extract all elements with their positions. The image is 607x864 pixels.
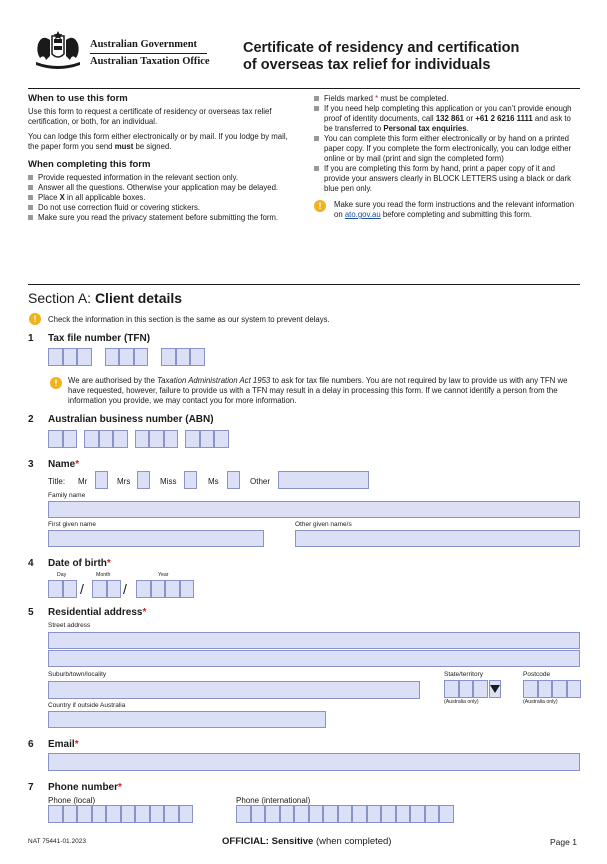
phone-local-digit-box[interactable] — [135, 805, 150, 823]
title-miss-checkbox[interactable] — [184, 471, 197, 489]
phone-intl-digit-box[interactable] — [425, 805, 440, 823]
intro-left — [28, 94, 290, 223]
phone-intl-digit-box[interactable] — [280, 805, 295, 823]
suburb-label: Suburb/town/locality — [48, 671, 107, 678]
address-label: Residential address* — [48, 607, 147, 618]
tfn-label: Tax file number (TFN) — [48, 333, 151, 344]
country-input[interactable] — [48, 711, 326, 728]
abn-digit-box[interactable] — [185, 430, 200, 448]
phone-local-label: Phone (local) — [48, 796, 96, 805]
abn-digit-box[interactable] — [149, 430, 164, 448]
phone-label: Phone number* — [48, 782, 122, 793]
intro-right — [314, 94, 576, 220]
state-char-box[interactable] — [473, 680, 488, 698]
state-australia-only: (Australia only) — [444, 699, 479, 705]
ato-link[interactable]: ato.gov.au — [344, 210, 381, 219]
warning-icon: ! — [314, 200, 326, 212]
dob-digit-box[interactable] — [107, 580, 122, 598]
family-name-label: Family name — [48, 492, 86, 499]
question-number: 1 — [28, 333, 34, 344]
tfn-digit-box[interactable] — [63, 348, 78, 366]
phone-intl-digit-box[interactable] — [439, 805, 454, 823]
postcode-digit-box[interactable] — [523, 680, 538, 698]
phone-intl-digit-box[interactable] — [352, 805, 367, 823]
tfn-digit-box[interactable] — [161, 348, 176, 366]
state-dropdown[interactable] — [489, 680, 501, 698]
title-label: Title: — [48, 477, 66, 486]
question-number: 5 — [28, 607, 34, 618]
phone-local-digit-box[interactable] — [92, 805, 107, 823]
question-number: 4 — [28, 558, 34, 569]
other-given-names-label: Other given name/s — [295, 521, 352, 528]
email-label: Email* — [48, 739, 79, 750]
form-code: NAT 75441-01.2023 — [28, 838, 86, 845]
title-option-miss: Miss — [160, 477, 177, 486]
tfn-digit-box[interactable] — [48, 348, 63, 366]
tfn-privacy-note: We are authorised by the Taxation Administration Act 1953 to ask for tax file numbers. You are not required by law to provide us with any TFN we have requested, however, failure to provide us with a TFN may result in a delay in processing this form. If we cannot identify a person from the information you provide, we may contact you for more information. — [68, 376, 568, 405]
form-title-line1: Certificate of residency and certification — [243, 40, 520, 56]
tfn-digit-box[interactable] — [134, 348, 149, 366]
tfn-digit-box[interactable] — [105, 348, 120, 366]
phone-local-digit-box[interactable] — [164, 805, 179, 823]
required-fields-note: Fields marked * must be completed. — [314, 94, 576, 104]
abn-digit-box[interactable] — [214, 430, 229, 448]
day-label: Day — [57, 572, 67, 578]
phone-local-digit-box[interactable] — [48, 805, 63, 823]
section-a-title: Section A: Client details — [28, 290, 183, 306]
phone-intl-digit-box[interactable] — [367, 805, 382, 823]
header-divider — [28, 88, 580, 89]
dob-digit-box[interactable] — [180, 580, 195, 598]
first-given-name-input[interactable] — [48, 530, 264, 547]
help-note: If you need help completing this application or you can’t provide enough proof of identity documents, call 132 861 or +61 2 6216 1111 and ask to be transferred to Personal tax enquiries. — [314, 104, 576, 134]
tfn-digit-box[interactable] — [190, 348, 205, 366]
title-option-mr: Mr — [78, 477, 88, 486]
street-address-line1[interactable] — [48, 632, 580, 649]
date-separator: / — [123, 581, 127, 597]
agency-logo — [30, 30, 210, 74]
state-char-box[interactable] — [459, 680, 474, 698]
classification-label: OFFICIAL: Sensitive (when completed) — [222, 836, 392, 847]
phone-local-digit-box[interactable] — [63, 805, 78, 823]
completing-item: Answer all the questions. Otherwise your application may be delayed. — [28, 183, 290, 193]
phone-intl-digit-box[interactable] — [396, 805, 411, 823]
abn-digit-box[interactable] — [113, 430, 128, 448]
title-option-other: Other — [250, 477, 271, 486]
postcode-digit-box[interactable] — [552, 680, 567, 698]
instructions-warning: ! Make sure you read the form instructions and the relevant information on ato.gov.au before completing and submitting this form. — [314, 200, 576, 220]
when-paragraph-1: Use this form to request a certificate of residency or overseas tax relief certification, or both, for an individual. — [28, 107, 272, 126]
phone-local-digit-box[interactable] — [179, 805, 194, 823]
completing-item: Provide requested information in the relevant section only. — [28, 173, 290, 183]
country-label: Country if outside Australia — [48, 702, 126, 709]
month-label: Month — [96, 572, 111, 578]
title-ms-checkbox[interactable] — [227, 471, 240, 489]
postcode-label: Postcode — [523, 671, 551, 678]
completing-item: Do not use correction fluid or covering stickers. — [28, 203, 290, 213]
date-separator: / — [80, 581, 84, 597]
question-number: 2 — [28, 414, 34, 425]
question-number: 3 — [28, 459, 34, 470]
tfn-digit-box[interactable] — [77, 348, 92, 366]
logo-divider — [90, 53, 207, 54]
tfn-digit-box[interactable] — [176, 348, 191, 366]
dob-digit-box[interactable] — [92, 580, 107, 598]
postcode-australia-only: (Australia only) — [523, 699, 558, 705]
abn-label: Australian business number (ABN) — [48, 414, 214, 425]
abn-digit-box[interactable] — [135, 430, 150, 448]
coat-of-arms-icon — [30, 30, 86, 74]
phone-local-digit-box[interactable] — [77, 805, 92, 823]
block-letters-note: If you are completing this form by hand, print a paper copy of it and provide your answers clearly in BLOCK LETTERS using a black or dark blue pen only. — [314, 164, 576, 194]
section-divider — [28, 284, 580, 285]
street-address-line2[interactable] — [48, 650, 580, 667]
phone-local-digit-box[interactable] — [121, 805, 136, 823]
title-mrs-checkbox[interactable] — [137, 471, 150, 489]
street-address-label: Street address — [48, 622, 91, 629]
dob-digit-box[interactable] — [151, 580, 166, 598]
title-other-input[interactable] — [278, 471, 369, 489]
phone-intl-digit-box[interactable] — [323, 805, 338, 823]
dob-digit-box[interactable] — [136, 580, 151, 598]
triangle-down-icon — [490, 684, 500, 694]
lodge-note: You can complete this form either electronically or by hand on a printed paper copy. If you complete the form electronically, you can lodge either online or by mail (print and sign the completed form) — [314, 134, 576, 164]
dob-digit-box[interactable] — [165, 580, 180, 598]
dob-digit-box[interactable] — [63, 580, 78, 598]
phone-local-digit-box[interactable] — [106, 805, 121, 823]
abn-digit-box[interactable] — [164, 430, 179, 448]
when-heading: When to use this form — [28, 93, 128, 104]
suburb-input[interactable] — [48, 681, 420, 699]
dob-label: Date of birth* — [48, 558, 111, 569]
phone-intl-digit-box[interactable] — [236, 805, 251, 823]
abn-digit-box[interactable] — [84, 430, 99, 448]
form-title-line2: of overseas tax relief for individuals — [243, 57, 491, 73]
family-name-input[interactable] — [48, 501, 580, 518]
question-number: 7 — [28, 782, 34, 793]
phone-intl-digit-box[interactable] — [338, 805, 353, 823]
abn-digit-box[interactable] — [63, 430, 78, 448]
government-name: Australian Government — [90, 39, 198, 50]
phone-international-label: Phone (international) — [236, 796, 311, 805]
phone-local-digit-box[interactable] — [150, 805, 165, 823]
tfn-digit-box[interactable] — [119, 348, 134, 366]
state-char-box[interactable] — [444, 680, 459, 698]
phone-intl-digit-box[interactable] — [265, 805, 280, 823]
state-label: State/territory — [444, 671, 484, 678]
first-given-name-label: First given name — [48, 521, 97, 528]
check-note: Check the information in this section is the same as our system to prevent delays. — [48, 315, 330, 324]
phone-intl-digit-box[interactable] — [294, 805, 309, 823]
phone-intl-digit-box[interactable] — [251, 805, 266, 823]
completing-item: Place X in all applicable boxes. — [28, 193, 290, 203]
abn-digit-box[interactable] — [200, 430, 215, 448]
phone-intl-digit-box[interactable] — [309, 805, 324, 823]
warning-icon: ! — [29, 313, 41, 325]
postcode-digit-box[interactable] — [538, 680, 553, 698]
abn-digit-box[interactable] — [48, 430, 63, 448]
completing-heading: When completing this form — [28, 159, 151, 170]
email-input[interactable] — [48, 753, 580, 771]
other-given-names-input[interactable] — [295, 530, 580, 547]
year-label: Year — [158, 572, 169, 578]
phone-intl-digit-box[interactable] — [410, 805, 425, 823]
title-option-ms: Ms — [208, 477, 219, 486]
title-mr-checkbox[interactable] — [95, 471, 108, 489]
question-number: 6 — [28, 739, 34, 750]
abn-digit-box[interactable] — [99, 430, 114, 448]
name-label: Name* — [48, 459, 80, 470]
agency-name: Australian Taxation Office — [90, 56, 210, 67]
phone-intl-digit-box[interactable] — [381, 805, 396, 823]
warning-icon: ! — [50, 377, 62, 389]
form-title — [243, 40, 583, 74]
postcode-digit-box[interactable] — [567, 680, 582, 698]
title-option-mrs: Mrs — [117, 477, 131, 486]
completing-item: Make sure you read the privacy statement before submitting the form. — [28, 213, 290, 223]
when-paragraph-2: You can lodge this form either electronically or by mail. If you lodge by mail, the paper form you send must be signed. — [28, 132, 288, 151]
dob-digit-box[interactable] — [48, 580, 63, 598]
page-number: Page 1 — [550, 837, 577, 847]
